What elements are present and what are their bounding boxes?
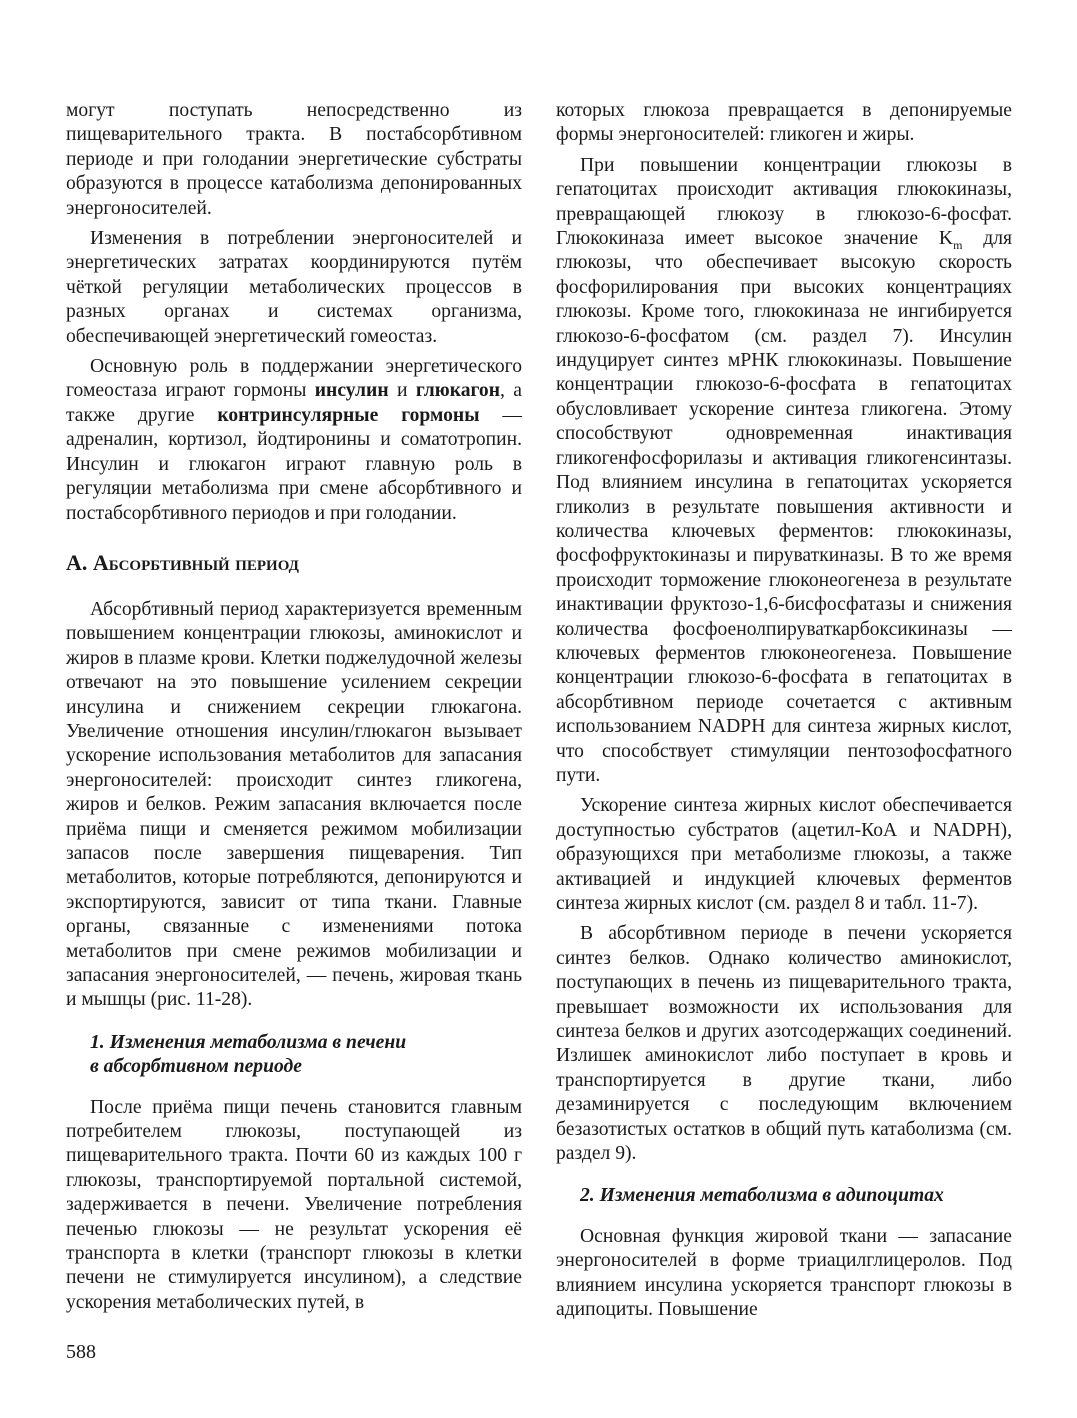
paragraph: Абсорбтивный период характеризуется временным повышением концентрации глюкозы, аминокислот и жиров в плазме крови. Клетки поджелудочной железы отвечают на это повышение усилением секреции инсулина и снижением секреции глюкагона. Увеличение отношения инсулин/глюкагон вызывает ускорение использования метаболитов для запасания энергоносителей: происходит синтез гликогена, жиров и белков. Режим запасания включается после приёма пищи и сменяется режимом мобилизации запасов после завершения пищеварения. Тип метаболитов, которые потребляются, депонируются и экспортируются, зависит от типа ткани. Главные органы, связанные с изменениями потока метаболитов при смене режимов мобилизации и запасания энергоносителей, — печень, жировая ткань и мышцы (рис. 11-28). — [66, 598, 522, 1011]
paragraph: В абсорбтивном периоде в печени ускоряется синтез белков. Однако количество аминокислот, поступающих в печень из пищеварительного тракта, превышает возможности их использования для синтеза белков и других азотсодержащих соединений. Излишек аминокислот либо поступает в кровь и транспортируется в другие ткани, либо дезаминируется с последующим включением безазотистых остатков в общий путь катаболизма (см. раздел 9). — [556, 923, 1012, 1165]
subsection-heading: 2. Изменения метаболизма в адипоцитах — [580, 1185, 944, 1207]
right-column — [556, 99, 1012, 1329]
bold-term: инсулин — [314, 380, 389, 402]
subscript: m — [953, 237, 963, 252]
text-run: При повышении концентрации глюкозы в гепатоцитах происходит активация глюкокиназы, превращающей глюкозу в глюкозо-6-фосфат. Глюкокиназа имеет высокое значение K — [556, 154, 1012, 250]
paragraph: Ускорение синтеза жирных кислот обеспечивается доступностью субстратов (ацетил-КоА и NADPH), образующихся при метаболизме глюкозы, а также активацией и индукцией ключевых ферментов синтеза жирных кислот (см. раздел 8 и табл. 11-7). — [556, 795, 1012, 914]
paragraph: могут поступать непосредственно из пищеварительного тракта. В постабсорбтивном периоде и при голодании энергетические субстраты образуются в процессе катаболизма депонированных энергоносителей. — [66, 100, 522, 219]
paragraph: Изменения в потреблении энергоносителей и энергетических затратах координируются путём чёткой регуляции метаболических процессов в разных органах и системах организма, обеспечивающей энергетический гомеостаз. — [66, 228, 522, 347]
subsection-heading-line: в абсорбтивном периоде — [90, 1056, 302, 1078]
text-run: — адреналин, кортизол, йодтиронины и соматотропин. Инсулин и глюкагон играют главную роль в регуляции метаболизма при смене абсорбтивного и постабсорбтивного периодов и при голодании. — [66, 404, 522, 524]
paragraph: которых глюкоза превращается в депонируемые формы энергоносителей: гликоген и жиры. — [556, 100, 1012, 146]
text-run: Основную роль в поддержании энергетического гомеостаза играют гормоны — [66, 356, 522, 402]
bold-term: глюкагон — [415, 380, 501, 402]
text-run: , а также другие — [66, 380, 522, 426]
page-number: 588 — [66, 1341, 96, 1363]
text-run: и — [388, 380, 416, 402]
paragraph: После приёма пищи печень становится главным потребителем глюкозы, поступающей из пищеварительного тракта. Почти 60 из каждых 100 г глюкозы, транспортируемой портальной системой, задерживается в печени. Увеличение потребления печенью глюкозы — не результат ускорения её транспорта в клетки (транспорт глюкозы в клетки печени не стимулируется инсулином), а следствие ускорения метаболических путей, в — [66, 1096, 522, 1313]
section-heading: А. Абсорбтивный период — [66, 549, 299, 575]
left-column — [66, 99, 522, 1321]
subsection-heading-line: 1. Изменения метаболизма в печени — [90, 1031, 407, 1053]
bold-term: контринсулярные гормоны — [217, 404, 480, 426]
text-run: для глюкозы, что обеспечивает высокую скорость фосфорилирования при высоких концентрациях глюкозы. Кроме того, глюкокиназа не ингибируется глюкозо-6-фосфатом (см. раздел 7). Инсулин индуцирует синтез мРНК глюкокиназы. Повышение концентрации глюкозо-6-фосфата в гепатоцитах обусловливает ускорение синтеза гликогена. Этому способствуют одновременная инактивация гликогенфосфорилазы и активация гликогенсинтазы. Под влиянием инсулина в гепатоцитах ускоряется гликолиз в результате повышения активности и количества ключевых ферментов: глюкокиназы, фосфофруктокиназы и пируваткиназы. В то же время происходит торможение глюконеогенеза в результате инактивации фруктозо-1,6-бисфосфатазы и снижения количества фосфоенолпируваткарбоксикиназы — ключевых ферментов глюконеогенеза. Повышение концентрации глюкозо-6-фосфата в гепатоцитах в абсорбтивном периоде сочетается с активным использованием NADPH для синтеза жирных кислот, что способствует стимуляции пентозофосфатного пути. — [556, 228, 1012, 786]
subsection-heading — [90, 1031, 522, 1080]
paragraph — [556, 154, 1012, 789]
paragraph: Основная функция жировой ткани — запасание энергоносителей в форме триацилглицеролов. Под влиянием инсулина ускоряется транспорт глюкозы в адипоциты. Повышение — [556, 1225, 1012, 1321]
paragraph — [66, 355, 522, 526]
